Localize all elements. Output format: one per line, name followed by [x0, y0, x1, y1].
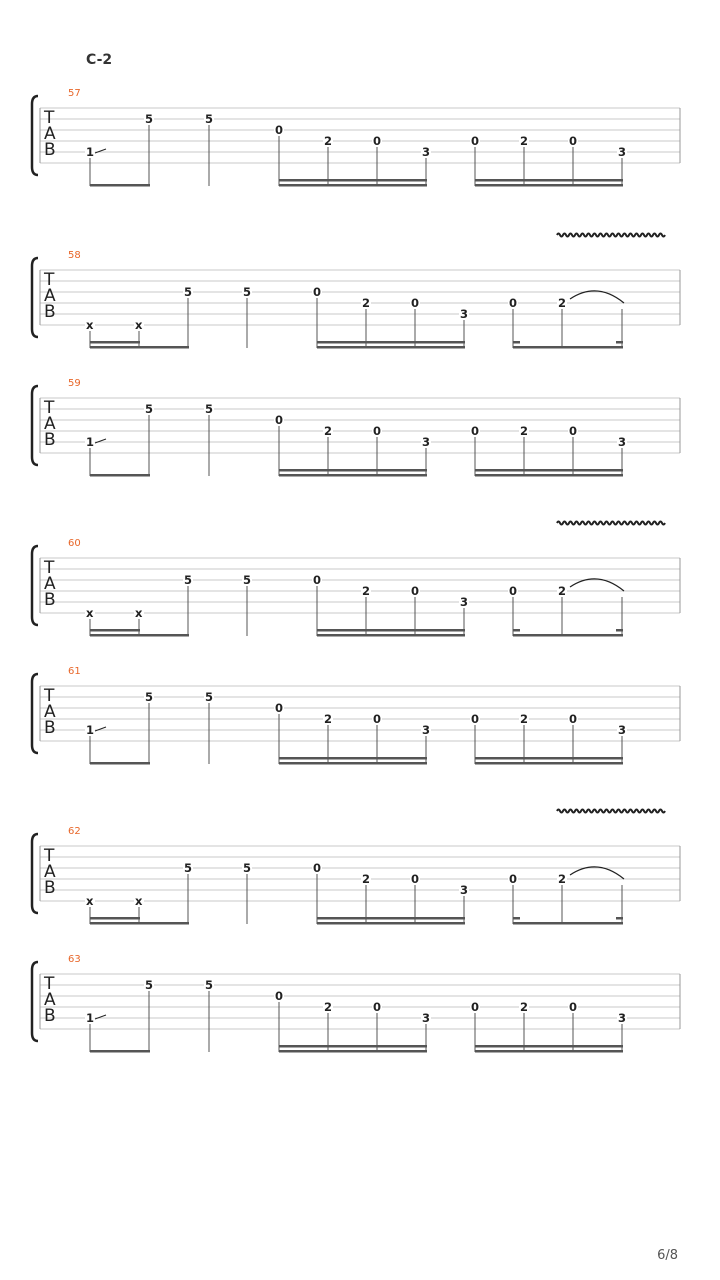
- fret-number: 5: [145, 112, 154, 126]
- tab-clef-letter: T: [44, 974, 55, 994]
- beam: [90, 917, 140, 920]
- system-62: [32, 810, 680, 925]
- beam: [475, 1045, 623, 1048]
- fret-number: 1: [86, 145, 95, 159]
- fret-number: 0: [373, 712, 382, 726]
- system-bracket: [32, 674, 38, 753]
- beam: [279, 184, 427, 187]
- measure-number: 61: [68, 666, 81, 677]
- beam: [279, 757, 427, 760]
- fret-number: 0: [275, 123, 284, 137]
- tab-clef-letter: T: [44, 686, 55, 706]
- system-bracket: [32, 546, 38, 625]
- tab-clef-letter: T: [44, 846, 55, 866]
- system-58: [32, 234, 680, 349]
- fret-number: 2: [324, 712, 333, 726]
- measure-number: 60: [68, 538, 81, 549]
- fret-number: 0: [373, 424, 382, 438]
- fret-number: 3: [618, 145, 627, 159]
- system-59: [32, 378, 680, 477]
- system-bracket: [32, 834, 38, 913]
- fret-number: 2: [362, 584, 371, 598]
- tab-clef-letter: B: [44, 718, 56, 738]
- beam: [317, 634, 465, 637]
- beam: [90, 634, 189, 637]
- fret-number: 2: [558, 296, 567, 310]
- fret-number: 0: [471, 1000, 480, 1014]
- vibrato-mark: [557, 234, 665, 237]
- fret-number: 2: [324, 134, 333, 148]
- fret-number: 0: [313, 285, 322, 299]
- beam: [279, 474, 427, 477]
- system-57: [32, 88, 680, 187]
- fret-number: 3: [618, 723, 627, 737]
- tab-clef-letter: B: [44, 430, 56, 450]
- fret-number: 2: [520, 424, 529, 438]
- fret-number: 2: [324, 1000, 333, 1014]
- fret-number: 5: [243, 861, 252, 875]
- fret-number: x: [86, 894, 94, 908]
- fret-number: 0: [373, 1000, 382, 1014]
- fret-number: 0: [569, 712, 578, 726]
- fret-number: 2: [324, 424, 333, 438]
- fret-number: 1: [86, 1011, 95, 1025]
- fret-number: 1: [86, 435, 95, 449]
- fret-number: 2: [362, 296, 371, 310]
- tie-arc: [570, 291, 624, 303]
- fret-number: x: [86, 318, 94, 332]
- beam: [513, 346, 623, 349]
- tab-clef-letter: A: [44, 702, 56, 722]
- vibrato-mark: [557, 810, 665, 813]
- beam: [475, 474, 623, 477]
- fret-number: 0: [411, 584, 420, 598]
- fret-number: 0: [411, 872, 420, 886]
- fret-number: 2: [558, 872, 567, 886]
- tab-clef-letter: T: [44, 398, 55, 418]
- tab-clef-letter: A: [44, 862, 56, 882]
- system-61: [32, 666, 680, 765]
- fret-number: 5: [243, 285, 252, 299]
- fret-number: x: [86, 606, 94, 620]
- fret-number: 0: [509, 584, 518, 598]
- fret-number: 5: [184, 861, 193, 875]
- tab-clef-letter: T: [44, 558, 55, 578]
- system-63: [32, 954, 680, 1053]
- beam: [317, 917, 465, 920]
- fret-number: 5: [145, 978, 154, 992]
- tie-arc: [570, 867, 624, 879]
- tab-clef-letter: A: [44, 990, 56, 1010]
- beam: [279, 762, 427, 765]
- fret-number: 0: [313, 861, 322, 875]
- measure-number: 63: [68, 954, 81, 965]
- tab-clef-letter: B: [44, 302, 56, 322]
- beam: [475, 469, 623, 472]
- beam: [279, 1050, 427, 1053]
- fret-number: 0: [411, 296, 420, 310]
- section-label: C-2: [86, 52, 113, 68]
- fret-number: 0: [471, 134, 480, 148]
- fret-number: x: [135, 318, 143, 332]
- fret-number: 5: [205, 402, 214, 416]
- tab-clef-letter: T: [44, 108, 55, 128]
- tab-clef-letter: T: [44, 270, 55, 290]
- fret-number: 5: [205, 978, 214, 992]
- beam: [317, 346, 465, 349]
- tab-clef-letter: B: [44, 878, 56, 898]
- fret-number: 3: [422, 1011, 431, 1025]
- tab-clef-letter: B: [44, 1006, 56, 1026]
- tab-clef-letter: B: [44, 140, 56, 160]
- beam: [475, 1050, 623, 1053]
- fret-number: 5: [205, 112, 214, 126]
- fret-number: 3: [460, 595, 469, 609]
- fret-number: 2: [520, 1000, 529, 1014]
- beam: [279, 469, 427, 472]
- system-60: [32, 522, 680, 637]
- measure-number: 57: [68, 88, 81, 99]
- fret-number: 5: [205, 690, 214, 704]
- tab-clef-letter: A: [44, 124, 56, 144]
- fret-number: 2: [520, 712, 529, 726]
- beam: [317, 922, 465, 925]
- fret-number: 0: [275, 701, 284, 715]
- fret-number: 2: [362, 872, 371, 886]
- fret-number: 0: [569, 134, 578, 148]
- tab-clef-letter: A: [44, 574, 56, 594]
- beam: [475, 184, 623, 187]
- beam: [475, 757, 623, 760]
- fret-number: 5: [184, 573, 193, 587]
- system-bracket: [32, 258, 38, 337]
- fret-number: 0: [275, 989, 284, 1003]
- beam: [513, 922, 623, 925]
- fret-number: 0: [509, 296, 518, 310]
- fret-number: 0: [471, 712, 480, 726]
- beam-stub: [513, 917, 520, 920]
- page-number: 6/8: [657, 1248, 678, 1263]
- beam: [90, 922, 189, 925]
- fret-number: 2: [558, 584, 567, 598]
- fret-number: 0: [373, 134, 382, 148]
- beam: [90, 474, 150, 477]
- beam: [90, 762, 150, 765]
- beam: [90, 346, 189, 349]
- beam: [317, 341, 465, 344]
- beam: [90, 1050, 150, 1053]
- system-bracket: [32, 386, 38, 465]
- tab-clef-letter: A: [44, 414, 56, 434]
- fret-number: 3: [618, 435, 627, 449]
- vibrato-mark: [557, 522, 665, 525]
- beam: [279, 1045, 427, 1048]
- beam-stub: [513, 341, 520, 344]
- fret-number: 3: [422, 723, 431, 737]
- fret-number: 3: [422, 145, 431, 159]
- fret-number: x: [135, 894, 143, 908]
- fret-number: 3: [422, 435, 431, 449]
- fret-number: 0: [569, 424, 578, 438]
- fret-number: 3: [460, 883, 469, 897]
- system-bracket: [32, 96, 38, 175]
- fret-number: 5: [145, 402, 154, 416]
- beam: [513, 634, 623, 637]
- fret-number: 5: [145, 690, 154, 704]
- fret-number: 5: [243, 573, 252, 587]
- beam: [90, 341, 140, 344]
- fret-number: 0: [275, 413, 284, 427]
- fret-number: 5: [184, 285, 193, 299]
- fret-number: 0: [313, 573, 322, 587]
- measure-number: 58: [68, 250, 81, 261]
- measure-number: 59: [68, 378, 81, 389]
- fret-number: 0: [471, 424, 480, 438]
- fret-number: 3: [460, 307, 469, 321]
- tie-arc: [570, 579, 624, 591]
- beam: [279, 179, 427, 182]
- beam: [317, 629, 465, 632]
- system-bracket: [32, 962, 38, 1041]
- beam: [475, 762, 623, 765]
- tab-clef-letter: A: [44, 286, 56, 306]
- fret-number: 3: [618, 1011, 627, 1025]
- fret-number: 0: [569, 1000, 578, 1014]
- fret-number: 2: [520, 134, 529, 148]
- beam: [475, 179, 623, 182]
- measure-number: 62: [68, 826, 81, 837]
- tab-clef-letter: B: [44, 590, 56, 610]
- fret-number: 0: [509, 872, 518, 886]
- fret-number: 1: [86, 723, 95, 737]
- beam: [90, 629, 140, 632]
- fret-number: x: [135, 606, 143, 620]
- beam: [90, 184, 150, 187]
- beam-stub: [513, 629, 520, 632]
